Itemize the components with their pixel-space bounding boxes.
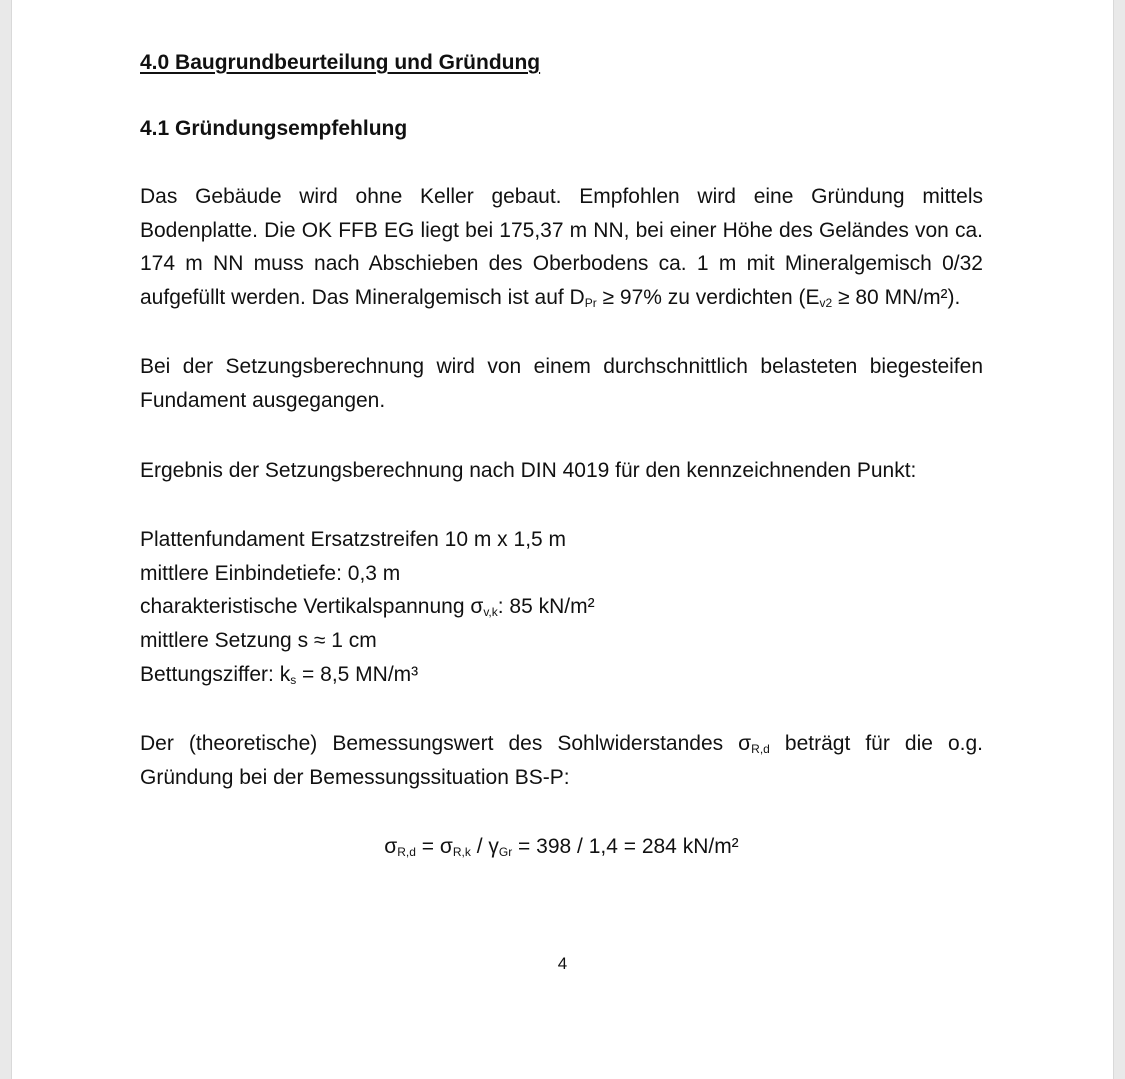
result-line-strip-footing: Plattenfundament Ersatzstreifen 10 m x 1,5 m — [140, 528, 567, 552]
paragraph4-text-a: Der (theoretische) Bemessungswert des Sohlwiderstandes σ — [140, 732, 752, 756]
formula-equals-sigma: = σ — [415, 835, 453, 859]
subgrade-modulus-subscript: s — [290, 672, 297, 687]
paragraph1-subscript-v2: v2 — [819, 295, 833, 310]
page-content — [140, 48, 983, 864]
result-line-settlement: mittlere Setzung s ≈ 1 cm — [140, 628, 377, 652]
formula-subscript-rk: R,k — [452, 845, 471, 860]
paragraph-settlement-assumption: Bei der Setzungsberechnung wird von einem durchschnittlich belasteten biegesteifen Fundament ausgegangen. — [140, 355, 983, 412]
viewer-edge-right — [1113, 0, 1125, 1079]
paragraph1-text-a: Das Gebäude wird ohne Keller gebaut. Empfohlen wird eine Gründung mittels Bodenplatte. Die OK FFB EG liegt bei 175,37 m NN, bei einer Höhe des Geländes von ca. 174 m NN muss nach Abschieben des Oberbodens ca. 1 m mit Mineralgemisch 0/32 aufgefüllt werden. Das Mineralgemisch ist auf D — [140, 185, 983, 309]
settlement-results-list — [140, 523, 983, 691]
formula-subscript-rd: R,d — [397, 845, 416, 860]
paragraph1-subscript-pr: Pr — [584, 295, 597, 310]
paragraph-design-resistance — [140, 727, 983, 794]
paragraph-settlement-result-intro: Ergebnis der Setzungsberechnung nach DIN 4019 für den kennzeichnenden Punkt: — [140, 458, 917, 482]
document-page — [12, 0, 1113, 1079]
subsection-heading: 4.1 Gründungsempfehlung — [140, 117, 408, 140]
paragraph1-text-c: ≥ 80 MN/m²). — [832, 285, 961, 309]
vertical-stress-text-a: charakteristische Vertikalspannung σ — [140, 595, 484, 619]
design-resistance-formula — [140, 830, 983, 864]
page-number: 4 — [557, 954, 568, 973]
vertical-stress-subscript: v,k — [483, 605, 498, 620]
result-line-embedment-depth: mittlere Einbindetiefe: 0,3 m — [140, 561, 401, 585]
result-line-vertical-stress — [140, 590, 983, 624]
subgrade-modulus-text-b: = 8,5 MN/m³ — [296, 662, 419, 686]
paragraph1-text-b: ≥ 97% zu verdichten (E — [596, 285, 820, 309]
formula-sigma: σ — [384, 835, 398, 859]
subgrade-modulus-text-a: Bettungsziffer: k — [140, 662, 291, 686]
vertical-stress-text-b: : 85 kN/m² — [497, 595, 595, 619]
formula-divide-gamma: / γ — [470, 835, 499, 859]
formula-subscript-gr: Gr — [498, 845, 513, 860]
formula-result: = 398 / 1,4 = 284 kN/m² — [512, 835, 739, 859]
paragraph-foundation-recommendation — [140, 180, 983, 314]
paragraph4-subscript-rd: R,d — [751, 742, 770, 757]
result-line-subgrade-modulus — [140, 658, 983, 692]
viewer-edge-left — [0, 0, 12, 1079]
section-heading: 4.0 Baugrundbeurteilung und Gründung — [140, 51, 541, 74]
paragraph4-text-b: beträgt für die o.g. Gründung bei der Bemessungssituation BS-P: — [140, 732, 983, 789]
